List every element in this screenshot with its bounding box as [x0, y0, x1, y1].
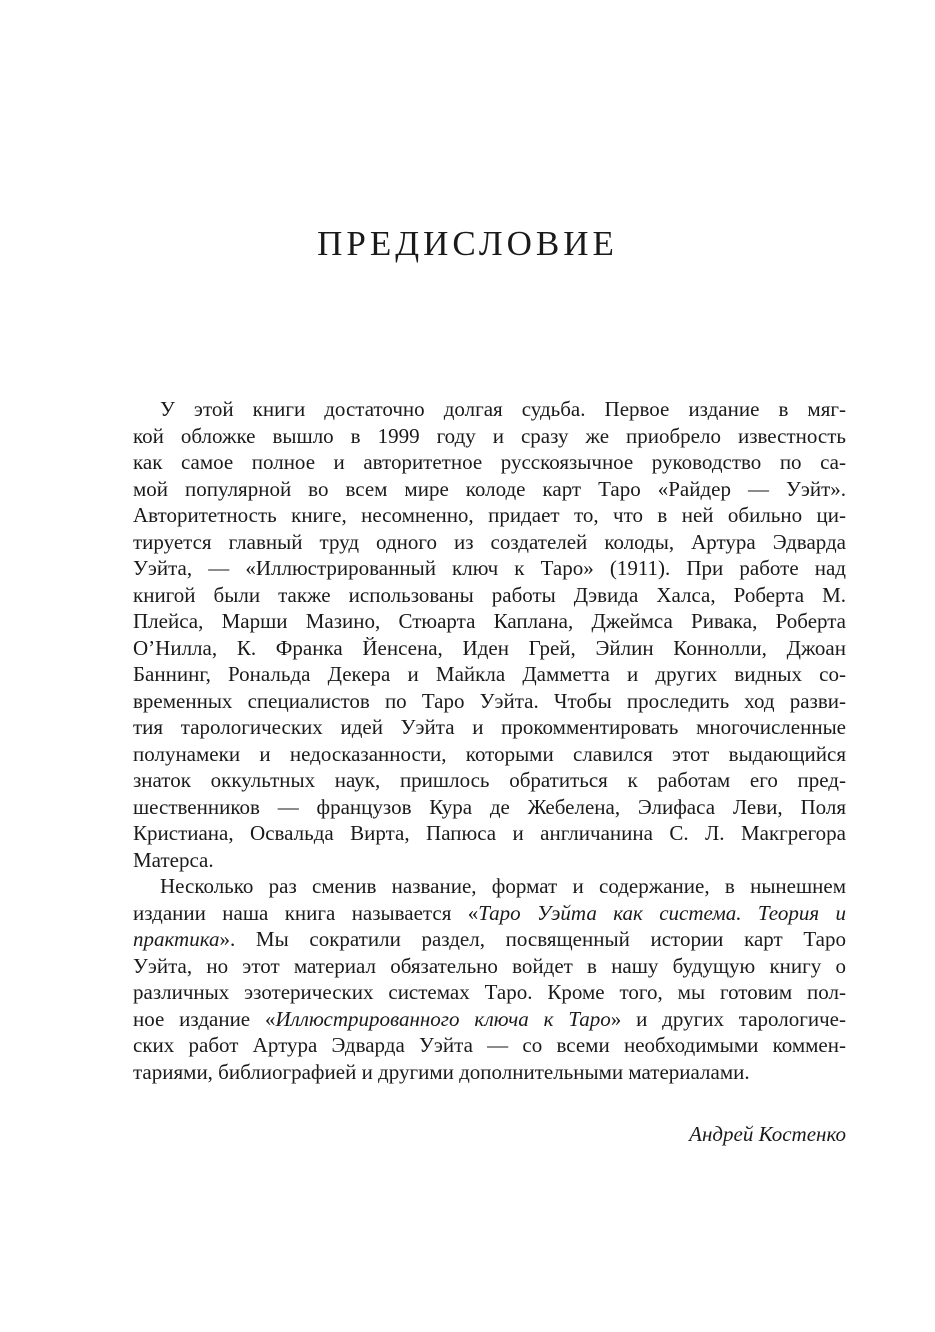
text-line: шественников — французов Кура де Жебелена, Элифаса Леви, Поля [133, 794, 846, 819]
text-line: мой популярной во всем мире колоде карт Таро «Райдер — Уэйт». [133, 476, 846, 501]
text-span: ное издание « [133, 1006, 276, 1031]
text-line: полунамеки и недосказанности, которыми славился этот выдающийся [133, 741, 846, 766]
text-line: временных специалистов по Таро Уэйта. Чтобы проследить ход разви- [133, 688, 846, 713]
text-line: У этой книги достаточно долгая судьба. Первое издание в мяг- [160, 397, 846, 421]
text-line [133, 1006, 846, 1033]
book-title-italic: Таро Уэйта как система. Теория и [478, 900, 846, 925]
paragraph-2 [133, 873, 846, 1085]
text-span: » и других тарологиче- [610, 1006, 846, 1031]
text-line: тируется главный труд одного из создателей колоды, Артура Эдварда [133, 529, 846, 554]
text-line: тия тарологических идей Уэйта и прокомментировать многочисленные [133, 715, 846, 739]
text-line: различных эзотерических системах Таро. Кроме того, мы готовим пол- [133, 980, 846, 1004]
text-line: Матерса. [133, 847, 214, 872]
book-title-italic: Иллюстрированного ключа к Таро [275, 1006, 611, 1031]
text-line: Несколько раз сменив название, формат и содержание, в нынешнем [160, 874, 846, 898]
text-span: ». Мы сократили раздел, посвященный истории карт Таро [219, 927, 846, 951]
author-signature: Андрей Костенко [689, 1122, 846, 1146]
text-line: Уэйта, но этот материал обязательно войдет в нашу будущую книгу о [133, 953, 846, 978]
text-line: кой обложке вышло в 1999 году и сразу же приобрело известность [133, 423, 846, 448]
preface-text [133, 396, 846, 1085]
text-line: ских работ Артура Эдварда Уэйта — со всеми необходимыми коммен- [133, 1033, 846, 1057]
text-line: знаток оккультных наук, пришлось обратиться к работам его пред- [133, 768, 846, 792]
text-line: Уэйта, — «Иллюстрированный ключ к Таро» (1911). При работе над [133, 556, 846, 580]
text-line: как самое полное и авторитетное русскоязычное руководство по са- [133, 450, 846, 474]
page-title: ПРЕДИСЛОВИЕ [317, 224, 618, 263]
paragraph-1 [133, 396, 846, 873]
text-line: Баннинг, Рональда Декера и Майкла Дамметта и других видных со- [133, 662, 846, 686]
text-line: Авторитетность книге, несомненно, придает то, что в ней обильно ци- [133, 503, 846, 527]
text-line [133, 900, 846, 927]
text-line [133, 926, 846, 953]
book-title-italic: практика [133, 927, 220, 951]
text-line: тариями, библиографией и другими дополнительными материалами. [133, 1059, 750, 1084]
text-line: Плейса, Марши Мазино, Стюарта Каплана, Джеймса Ривака, Роберта [133, 609, 846, 633]
text-line: книгой были также использованы работы Дэвида Халса, Роберта М. [133, 582, 846, 607]
text-line: О’Нилла, К. Франка Йенсена, Иден Грей, Эйлин Коннолли, Джоан [133, 635, 846, 660]
text-span: издании наша книга называется « [133, 900, 479, 925]
text-line: Кристиана, Освальда Вирта, Папюса и англичанина С. Л. Макгрегора [133, 821, 846, 845]
